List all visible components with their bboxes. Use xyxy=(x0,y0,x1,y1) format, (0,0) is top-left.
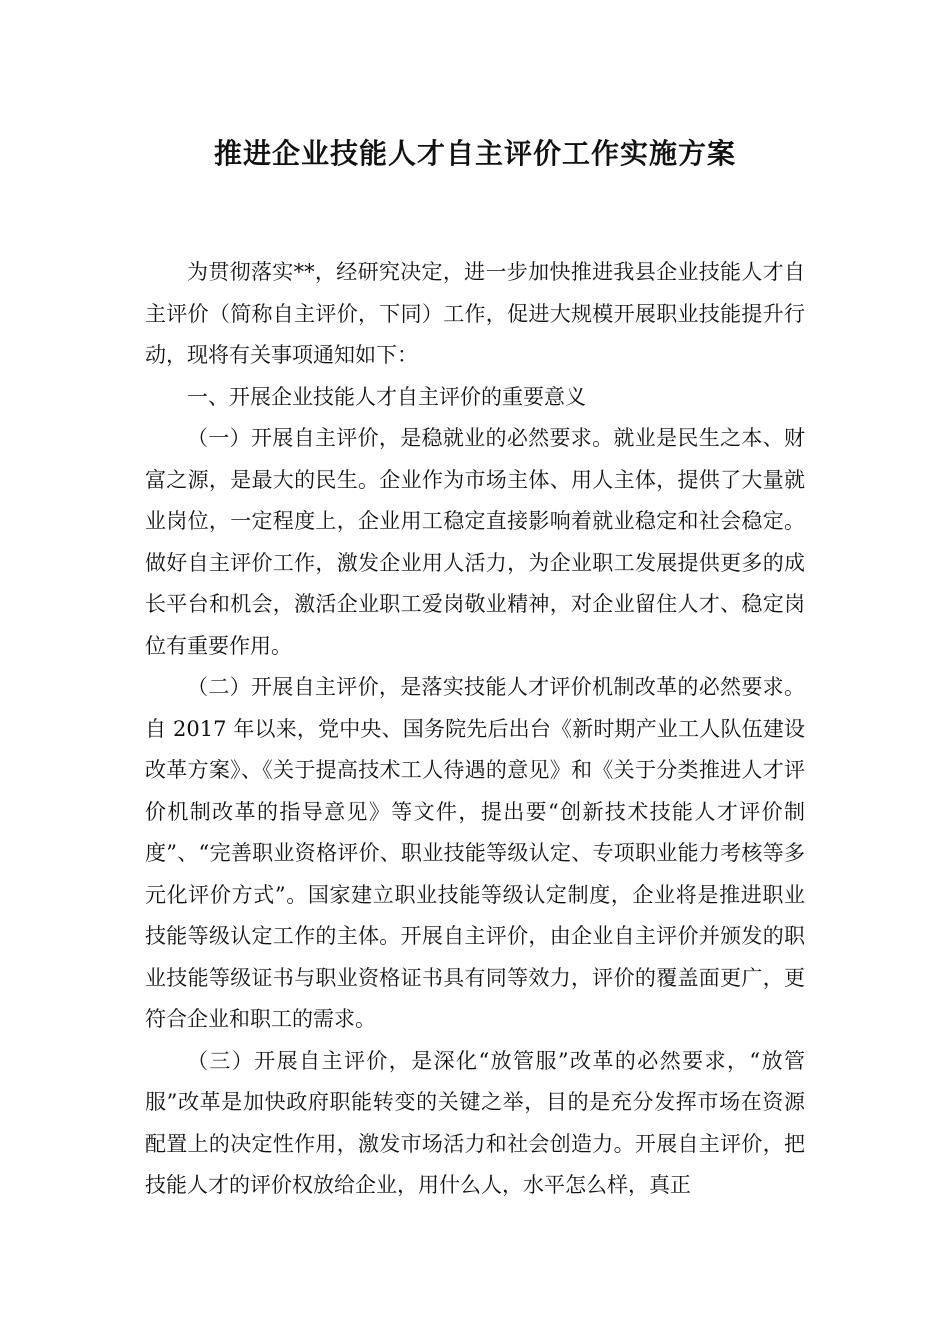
document-title: 推进企业技能人才自主评价工作实施方案 xyxy=(213,137,736,170)
paragraph-2: （二）开展自主评价，是落实技能人才评价机制改革的必然要求。自 2017 年以来，党中央、国务院先后出台《新时期产业工人队伍建设改革方案》、《关于提高技术工人待遇的意见》和《关于分类推进人才评价机制改革的指导意见》等文件，提出要“创新技术技能人才评价制度”、“完善职业资格评价、职业技能等级认定、专项职业能力考核等多元化评价方式”。国家建立职业技能等级认定制度，企业将是推进职业技能等级认定工作的主体。开展自主评价，由企业自主评价并颁发的职业技能等级证书与职业资格证书具有同等效力，评价的覆盖面更广，更符合企业和职工的需求。 xyxy=(145,675,805,1031)
paragraph-3: （三）开展自主评价，是深化“放管服”改革的必然要求，“放管服”改革是加快政府职能转变的关键之举，目的是充分发挥市场在资源配置上的决定性作用，激发市场活力和社会创造力。开展自主评价，把技能人才的评价权放给企业，用什么人，水平怎么样，真正 xyxy=(145,1048,805,1197)
document-body xyxy=(145,252,805,1207)
section-heading-1: 一、开展企业技能人才自主评价的重要意义 xyxy=(187,384,586,409)
paragraph-1: （一）开展自主评价，是稳就业的必然要求。就业是民生之本、财富之源，是最大的民生。企业作为市场主体、用人主体，提供了大量就业岗位，一定程度上，企业用工稳定直接影响着就业稳定和社会稳定。做好自主评价工作，激发企业用人活力，为企业职工发展提供更多的成长平台和机会，激活企业职工爱岗敬业精神，对企业留住人才、稳定岗位有重要作用。 xyxy=(145,426,805,658)
paragraph-intro: 为贯彻落实**，经研究决定，进一步加快推进我县企业技能人才自主评价（简称自主评价，下同）工作，促进大规模开展职业技能提升行动，现将有关事项通知如下： xyxy=(145,260,805,367)
